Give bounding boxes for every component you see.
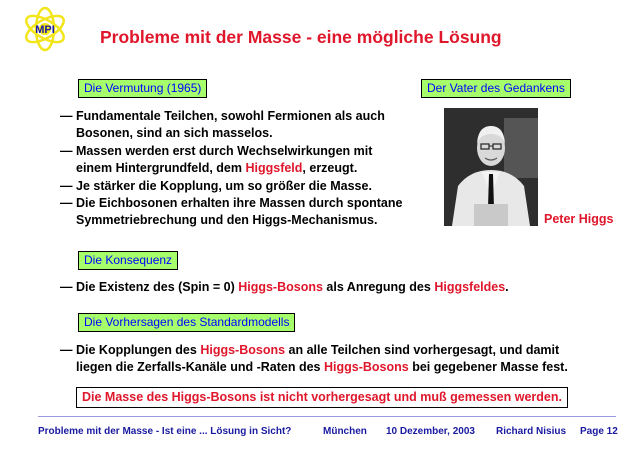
bullet-dash: —: [60, 179, 73, 193]
person-portrait-icon: [444, 108, 538, 226]
page-title: Probleme mit der Masse - eine mögliche Lösung: [100, 27, 502, 47]
bullet-dash: —: [60, 109, 73, 123]
section-konsequenz: Die Konsequenz: [78, 251, 178, 270]
footer-page-number: Page 12: [580, 426, 618, 437]
footer-author: Richard Nisius: [496, 426, 567, 437]
footer-place: München: [323, 426, 367, 437]
text-span: Die Kopplungen des: [76, 343, 201, 357]
konsequenz-line: [76, 280, 509, 295]
higgsfeldes-highlight: Higgsfeldes: [434, 280, 506, 294]
text-span: einem Hintergrundfeld, dem: [76, 161, 246, 175]
portrait-photo: [444, 108, 538, 226]
vermutung-line-6: Die Eichbosonen erhalten ihre Massen durch spontane: [76, 196, 403, 210]
text-span: bei gegebener Masse fest.: [408, 360, 568, 374]
conclusion-box: Die Masse des Higgs-Bosons ist nicht vorhergesagt und muß gemessen werden.: [76, 387, 568, 408]
section-vater: Der Vater des Gedankens: [421, 79, 571, 98]
higgs-bosons-highlight: Higgs-Bosons: [238, 280, 323, 294]
footer-date: 10 Dezember, 2003: [386, 426, 475, 437]
vermutung-line-2: Bosonen, sind an sich masselos.: [76, 126, 273, 140]
bullet-dash: —: [60, 196, 73, 210]
vermutung-line-1: Fundamentale Teilchen, sowohl Fermionen als auch: [76, 109, 385, 123]
footer-talk-title: Probleme mit der Masse - Ist eine ... Lösung in Sicht?: [38, 426, 292, 437]
higgs-bosons-highlight: Higgs-Bosons: [323, 360, 409, 374]
vermutung-line-5: Je stärker die Kopplung, um so größer die Masse.: [76, 179, 372, 193]
bullet-dash: —: [60, 280, 73, 294]
section-vermutung: Die Vermutung (1965): [78, 79, 207, 98]
vorhersagen-line-1: [76, 343, 559, 358]
bullet-dash: —: [60, 343, 73, 357]
bullet-dash: —: [60, 144, 73, 158]
text-span: an alle Teilchen sind vorhergesagt, und damit: [285, 343, 560, 357]
text-span: als Anregung des: [322, 280, 435, 294]
logo-text: MPI: [35, 24, 55, 36]
photo-caption: Peter Higgs: [544, 212, 614, 226]
text-span: Die Existenz des (Spin = 0): [76, 280, 239, 294]
footer-divider: [38, 416, 616, 417]
vermutung-line-7: Symmetriebrechung und den Higgs-Mechanismus.: [76, 213, 378, 227]
text-span: liegen die Zerfalls-Kanäle und -Raten des: [76, 360, 324, 374]
mpi-logo: [22, 6, 68, 52]
text-span: .: [505, 280, 509, 294]
vermutung-line-3: Massen werden erst durch Wechselwirkungen mit: [76, 144, 373, 158]
text-span: , erzeugt.: [302, 161, 358, 175]
higgs-bosons-highlight: Higgs-Bosons: [200, 343, 286, 357]
vermutung-line-4: [76, 161, 357, 176]
section-vorhersagen: Die Vorhersagen des Standardmodells: [78, 313, 295, 332]
higgsfeld-highlight: Higgsfeld: [245, 161, 303, 175]
vorhersagen-line-2: [76, 360, 568, 375]
atom-logo-icon: [22, 6, 68, 52]
